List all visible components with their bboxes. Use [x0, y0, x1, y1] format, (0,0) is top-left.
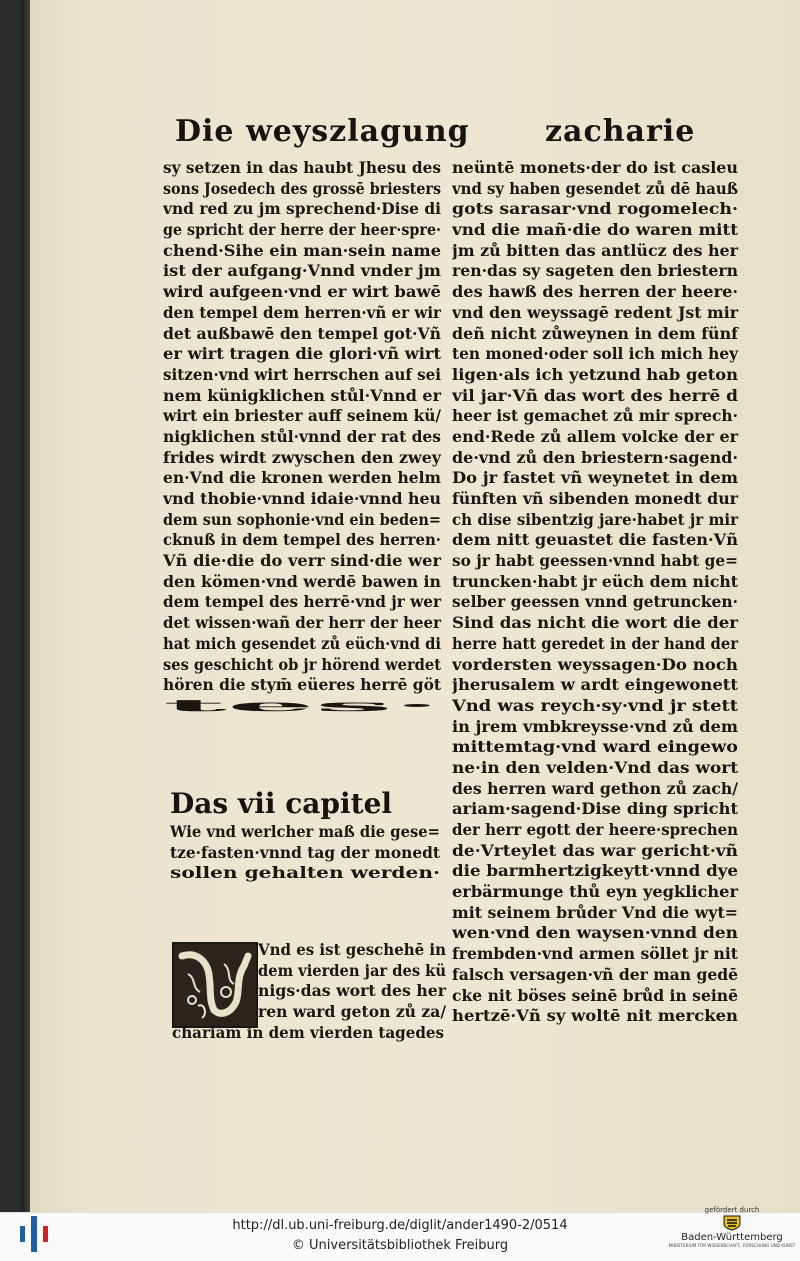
text-line: frembden·vnd armen söllet jr nit	[452, 944, 738, 964]
summary-line: sollen gehalten werden·	[170, 863, 440, 883]
text-line: ist der aufgang·Vnnd vnder jm	[163, 261, 441, 281]
funded-by-label: gefördert durch	[704, 1206, 760, 1214]
text-line: ne·in den velden·Vnd das wort	[452, 757, 738, 777]
text-line: sons Josedech des grossē briesters	[163, 178, 441, 198]
opening-text-beside-initial	[258, 940, 463, 1023]
decorated-initial	[172, 942, 258, 1028]
chapter-summary	[170, 822, 463, 884]
text-line: gots sarasar·vnd rogomelech·	[452, 199, 738, 219]
text-line: chend·Sihe ein man·sein name	[163, 240, 441, 260]
text-line: jm zů bitten das antlücz des her	[452, 240, 738, 260]
running-header-right: zacharie	[545, 114, 696, 149]
text-line: vnd thobie·vnnd idaie·vnnd heu	[163, 489, 441, 508]
text-line: Sind das nicht die wort die der	[452, 613, 738, 633]
text-line: ariam·sagend·Dise ding spricht	[452, 799, 738, 819]
left-text-column	[163, 158, 475, 717]
text-line: die barmhertzigkeytt·vnnd dye	[452, 861, 738, 881]
text-line: sy setzen in das haubt Jhesu des	[163, 158, 441, 177]
text-line: det wissen·wañ der herr der heer	[163, 613, 441, 633]
state-name: Baden-Württemberg	[681, 1232, 783, 1243]
text-line: heer ist gemachet zů mir sprech·	[452, 406, 738, 426]
text-line: de·vnd zů den briestern·sagend·	[452, 447, 738, 467]
text-line: de·Vrteylet das war gericht·vñ	[452, 840, 738, 860]
summary-line: tze·fasten·vnnd tag der monedt	[170, 842, 440, 862]
text-line: ses geschicht ob jr hörend werdet	[163, 654, 441, 674]
text-line: cke nit böses seinē brůd in seinē	[452, 985, 738, 1005]
text-line: wird aufgeen·vnd er wirt bawē	[163, 282, 441, 302]
text-line: hertzē·Vñ sy woltē nit mercken	[452, 1006, 738, 1026]
opening-text-below-initial	[172, 1023, 460, 1044]
text-line: ligen·als ich yetzund hab geton	[452, 364, 738, 384]
text-line: des hawß des herren der heere·	[452, 282, 738, 302]
text-line: nigs·das wort des her	[258, 981, 446, 1001]
text-line: sitzen·vnd wirt herrschen auf sei	[163, 364, 441, 384]
text-line: ge spricht der herre der heer·spre·	[163, 220, 441, 240]
text-line: Vnd was reych·sy·vnd jr stett	[452, 695, 738, 715]
copyright-notice: © Universitätsbibliothek Freiburg	[291, 1238, 509, 1253]
text-line: dem sun sophonie·vnd ein beden=	[163, 509, 441, 529]
text-line: truncken·habt jr eüch dem nicht	[452, 571, 738, 591]
text-line: nem künigklichen stůl·Vnnd er	[163, 385, 441, 405]
text-line: vnd den weyssagē redent Jst mir	[452, 302, 738, 322]
text-line: ren ward geton zů za/	[258, 1002, 446, 1022]
decorated-initial-v-icon	[174, 944, 256, 1026]
text-line: in jrem vmbkreysse·vnd zů dem	[452, 716, 738, 736]
text-line: hat mich gesendet zů eüch·vnd di	[163, 633, 441, 653]
text-line: cknuß in dem tempel des herren·	[163, 530, 441, 550]
text-line: frides wirdt zwyschen den zwey	[163, 447, 441, 467]
text-line: selber geessen vnnd getruncken·	[452, 592, 738, 612]
text-line: vil jar·Vñ das wort des herrē d	[452, 385, 738, 405]
text-line: dem tempel des herrē·vnd jr wer	[163, 592, 441, 612]
summary-line: Wie vnd werlcher maß die gese=	[170, 822, 440, 841]
text-line: erbärmunge thů eyn yegklicher	[452, 882, 738, 902]
text-line: ten moned·oder soll ich mich hey	[452, 344, 738, 364]
running-header-left: Die weyszlagung	[175, 114, 470, 149]
text-line: des herren ward gethon zů zach/	[452, 778, 738, 798]
text-line: mittemtag·vnd ward eingewo	[452, 737, 738, 757]
text-line: chariam in dem vierden tagedes	[172, 1023, 444, 1042]
text-line: jherusalem w ardt eingewonett	[452, 675, 738, 695]
text-line: Vñ die·die do verr sind·die wer	[163, 551, 441, 571]
text-line: vordersten weyssagen·Do noch	[452, 654, 738, 674]
text-line: hören die stym̄ eüeres herrē göt	[163, 675, 441, 695]
text-line: vnd red zu jm sprechend·Dise di	[163, 199, 441, 219]
page-url-link[interactable]: http://dl.ub.uni-freiburg.de/diglit/ander1490-2/0514	[232, 1218, 568, 1233]
text-line: wirt ein briester auff seinem kü/	[163, 406, 441, 426]
funding-credit	[668, 1206, 796, 1248]
ministry-name: MINISTERIUM FÜR WISSENSCHAFT, FORSCHUNG UND KUNST	[668, 1243, 796, 1248]
text-line: neüntē monets·der do ist casleu	[452, 158, 738, 177]
state-crest-icon	[719, 1215, 745, 1231]
right-text-column	[452, 158, 762, 1027]
text-line: herre hatt geredet in der hand der	[452, 633, 738, 653]
text-line: tes·	[163, 695, 441, 715]
text-line: end·Rede zů allem volcke der er	[452, 426, 738, 446]
text-line: nigklichen stůl·vnnd der rat des	[163, 426, 441, 446]
text-line: vnd sy haben gesendet zů dē hauß	[452, 178, 738, 198]
text-line: fünften vñ sibenden monedt dur	[452, 489, 738, 508]
text-line: falsch versagen·vñ der man gedē	[452, 964, 738, 984]
text-line: wen·vnd den waysen·vnnd den	[452, 923, 738, 943]
text-line: ch dise sibentzig jare·habet jr mir	[452, 509, 738, 529]
text-line: den kömen·vnd werdē bawen in	[163, 571, 441, 591]
text-line: deñ nicht zůweynen in dem fünf	[452, 323, 738, 343]
text-line: den tempel dem herren·vñ er wir	[163, 302, 441, 322]
text-line: so jr habt geessen·vnnd habt ge=	[452, 551, 738, 571]
text-line: dem nitt geuastet die fasten·Vñ	[452, 530, 738, 550]
chapter-heading: Das vii capitel	[170, 787, 393, 820]
text-line: der herr egott der heere·sprechen	[452, 820, 738, 839]
text-line: en·Vnd die kronen werden helm	[163, 468, 441, 488]
text-line: er wirt tragen die glori·vñ wirt	[163, 344, 441, 364]
text-line: Do jr fastet vñ weynetet in dem	[452, 468, 738, 488]
text-line: Vnd es ist geschehē in	[258, 940, 446, 959]
text-line: det außbawē den tempel got·Vñ	[163, 323, 441, 343]
text-line: dem vierden jar des kü	[258, 960, 446, 980]
text-line: mit seinem brůder Vnd die wyt=	[452, 902, 738, 922]
text-line: vnd die mañ·die do waren mitt	[452, 220, 738, 240]
text-line: ren·das sy sageten den briestern	[452, 261, 738, 281]
